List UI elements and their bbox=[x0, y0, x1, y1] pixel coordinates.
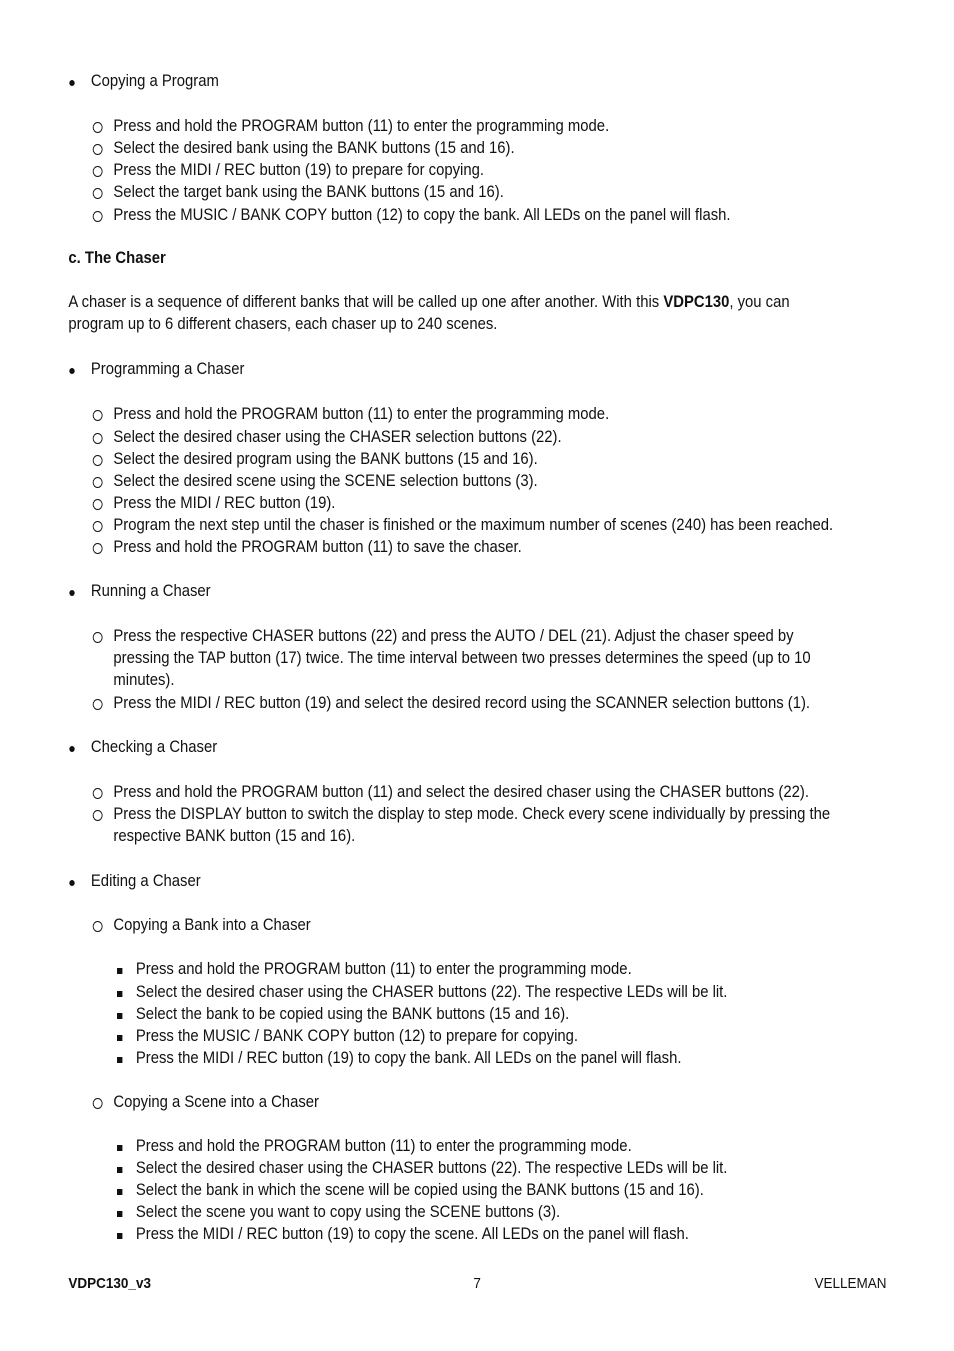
square-bullet-icon bbox=[117, 1167, 122, 1173]
circle-bullet-icon bbox=[92, 543, 102, 554]
step-text: Press the MUSIC / BANK COPY button (12) to prepare for copying. bbox=[135, 1027, 579, 1045]
circle-bullet-icon bbox=[92, 122, 102, 133]
section-title: Running a Chaser bbox=[90, 582, 211, 600]
square-bullet-icon bbox=[117, 1189, 122, 1195]
square-bullet-icon bbox=[117, 1013, 122, 1019]
step-text: Select the desired chaser using the CHASER buttons (22). The respective LEDs will be lit. bbox=[135, 983, 728, 1001]
circle-bullet-icon bbox=[92, 632, 102, 643]
step-text: Press and hold the PROGRAM button (11) and select the desired chaser using the CHASER buttons (22). bbox=[113, 783, 809, 801]
section-title: Editing a Chaser bbox=[90, 872, 201, 890]
footer-brand: VELLEMAN bbox=[814, 1275, 887, 1292]
step-text: Press the DISPLAY button to switch the display to step mode. Check every scene individually by pressing the bbox=[113, 805, 831, 823]
bullet-dot-icon bbox=[69, 590, 74, 596]
step-text: Select the desired scene using the SCENE selection buttons (3). bbox=[113, 472, 538, 490]
step-text: Select the scene you want to copy using the SCENE buttons (3). bbox=[135, 1203, 561, 1221]
step-text: Press the MIDI / REC button (19) and select the desired record using the SCANNER selection buttons (1). bbox=[113, 694, 811, 712]
step-text: Select the target bank using the BANK buttons (15 and 16). bbox=[113, 183, 504, 201]
footer-doc-id: VDPC130_v3 bbox=[68, 1275, 151, 1292]
step-text: Press the MIDI / REC button (19) to copy the bank. All LEDs on the panel will flash. bbox=[135, 1049, 682, 1067]
step-text: Press and hold the PROGRAM button (11) to save the chaser. bbox=[113, 538, 522, 556]
step-text: Press the MIDI / REC button (19) to copy the scene. All LEDs on the panel will flash. bbox=[135, 1225, 689, 1243]
step-text: Press the MUSIC / BANK COPY button (12) to copy the bank. All LEDs on the panel will flash. bbox=[113, 206, 731, 224]
step-text: Press and hold the PROGRAM button (11) to enter the programming mode. bbox=[135, 960, 632, 978]
square-bullet-icon bbox=[117, 968, 122, 974]
bullet-dot-icon bbox=[69, 880, 74, 886]
footer-page-number: 7 bbox=[473, 1275, 481, 1292]
step-text: Press and hold the PROGRAM button (11) to enter the programming mode. bbox=[135, 1137, 632, 1155]
circle-bullet-icon bbox=[92, 810, 102, 821]
step-text: Select the desired chaser using the CHASER buttons (22). The respective LEDs will be lit. bbox=[135, 1159, 728, 1177]
step-text: minutes). bbox=[113, 671, 175, 689]
section-title: Programming a Chaser bbox=[90, 360, 245, 378]
step-text: respective BANK button (15 and 16). bbox=[113, 827, 356, 845]
square-bullet-icon bbox=[117, 1035, 122, 1041]
circle-bullet-icon bbox=[92, 521, 102, 532]
section-heading: c. The Chaser bbox=[68, 249, 166, 267]
step-text: Copying a Scene into a Chaser bbox=[113, 1093, 319, 1111]
circle-bullet-icon bbox=[92, 211, 102, 222]
circle-bullet-icon bbox=[92, 499, 102, 510]
circle-bullet-icon bbox=[92, 921, 102, 932]
step-text: Select the bank to be copied using the BANK buttons (15 and 16). bbox=[135, 1005, 570, 1023]
circle-bullet-icon bbox=[92, 144, 102, 155]
intro-paragraph-line: A chaser is a sequence of different banks that will be called up one after another. With this VDPC130, you can bbox=[68, 293, 790, 311]
step-text: Select the bank in which the scene will be copied using the BANK buttons (15 and 16). bbox=[135, 1181, 704, 1199]
step-text: Press and hold the PROGRAM button (11) to enter the programming mode. bbox=[113, 117, 610, 135]
step-text: Select the desired program using the BANK buttons (15 and 16). bbox=[113, 450, 538, 468]
section-title: Checking a Chaser bbox=[90, 738, 218, 756]
circle-bullet-icon bbox=[92, 1098, 102, 1109]
step-text: pressing the TAP button (17) twice. The time interval between two presses determines the speed (up to 10 bbox=[113, 649, 811, 667]
circle-bullet-icon bbox=[92, 166, 102, 177]
bullet-dot-icon bbox=[69, 746, 74, 752]
step-text: Press the MIDI / REC button (19) to prepare for copying. bbox=[113, 161, 485, 179]
step-text: Press and hold the PROGRAM button (11) to enter the programming mode. bbox=[113, 405, 610, 423]
square-bullet-icon bbox=[117, 1057, 122, 1063]
bullet-dot-icon bbox=[69, 368, 74, 374]
section-title: Copying a Program bbox=[90, 72, 219, 90]
square-bullet-icon bbox=[117, 991, 122, 997]
circle-bullet-icon bbox=[92, 699, 102, 710]
circle-bullet-icon bbox=[92, 455, 102, 466]
square-bullet-icon bbox=[117, 1233, 122, 1239]
circle-bullet-icon bbox=[92, 788, 102, 799]
step-text: Press the respective CHASER buttons (22) and press the AUTO / DEL (21). Adjust the chaser speed by bbox=[113, 627, 794, 645]
step-text: Press the MIDI / REC button (19). bbox=[113, 494, 336, 512]
circle-bullet-icon bbox=[92, 477, 102, 488]
circle-bullet-icon bbox=[92, 433, 102, 444]
step-text: Select the desired chaser using the CHASER selection buttons (22). bbox=[113, 428, 562, 446]
step-text: Copying a Bank into a Chaser bbox=[113, 916, 311, 934]
circle-bullet-icon bbox=[92, 410, 102, 421]
model-name: VDPC130 bbox=[663, 293, 730, 311]
square-bullet-icon bbox=[117, 1211, 122, 1217]
circle-bullet-icon bbox=[92, 188, 102, 199]
bullet-dot-icon bbox=[69, 80, 74, 86]
step-text: Program the next step until the chaser is finished or the maximum number of scenes (240) has been reached. bbox=[113, 516, 834, 534]
step-text: Select the desired bank using the BANK buttons (15 and 16). bbox=[113, 139, 515, 157]
square-bullet-icon bbox=[117, 1145, 122, 1151]
intro-paragraph-line: program up to 6 different chasers, each chaser up to 240 scenes. bbox=[68, 315, 498, 333]
